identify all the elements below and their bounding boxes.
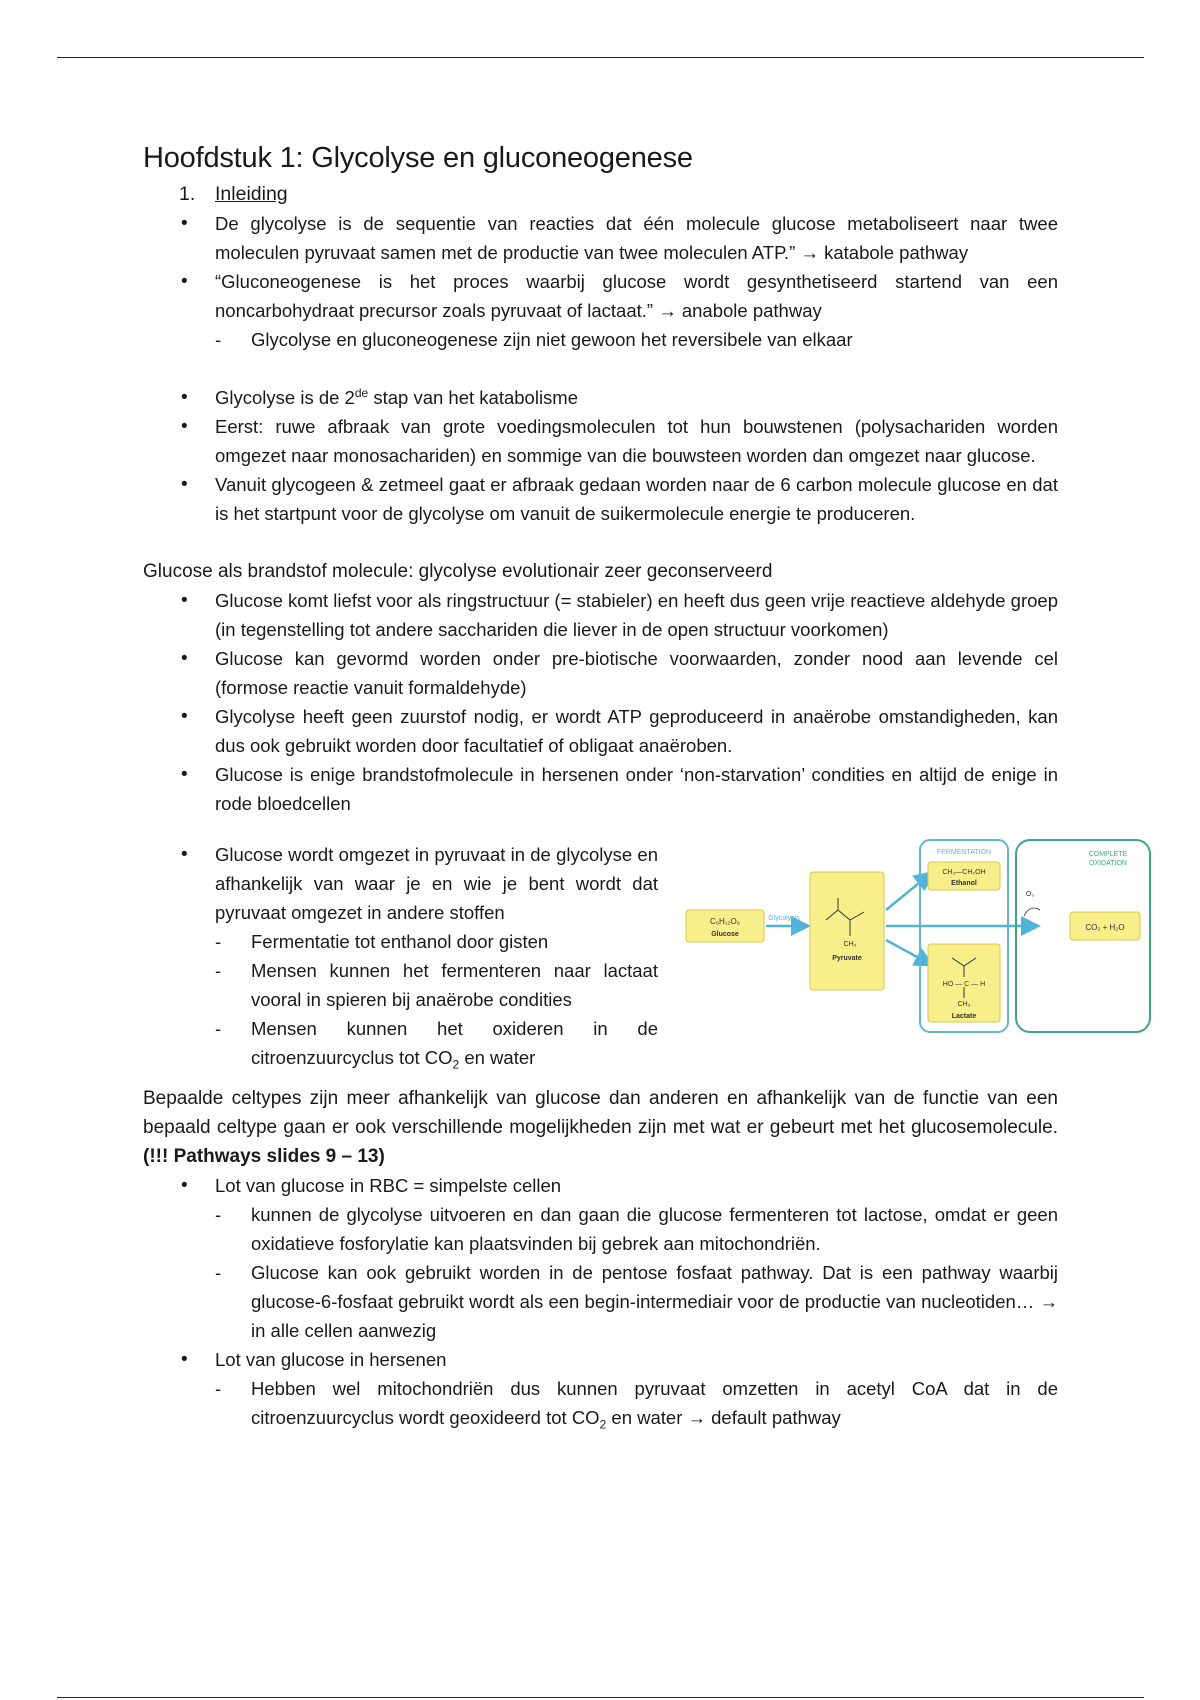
intro-bullet-glycolyse: • De glycolyse is de sequentie van reacties dat één molecule glucose metaboliseert naar twee moleculen pyruvaat samen met de productie van twee moleculen ATP.” → katabole pathway: [143, 209, 1058, 267]
pyruvaat-dash-2: - Mensen kunnen het fermenteren naar lactaat vooral in spieren bij anaërobe condities: [215, 956, 658, 1014]
document-page: [143, 140, 1128, 1432]
katabolisme-bullet-list: [143, 383, 1058, 528]
katabolisme-bullet-3: • Vanuit glycogeen & zetmeel gaat er afbraak gedaan worden naar de 6 carbon molecule glucose en dat is het startpunt voor de glycolyse om vanuit de suikermolecule energie te produceren.: [143, 470, 1058, 528]
lactate-label: Lactate: [951, 1013, 977, 1021]
katabolisme-bullet-1-post: stap van het katabolisme: [368, 387, 579, 409]
glucose-label: Glucose: [711, 931, 739, 939]
pyruvaat-dash-3: [215, 1014, 658, 1072]
celtypes-bullet-list: [143, 1171, 1058, 1432]
chapter-title: Hoofdstuk 1: Glycolyse en gluconeogenese: [143, 142, 693, 174]
pyruvate-label: Pyruvate: [832, 955, 862, 963]
glycolysis-label: Glycolysis: [768, 915, 800, 923]
pyruvaat-dash-list: [215, 927, 658, 1072]
ethanol-label: Ethanol: [951, 880, 977, 888]
intro-bullet-list: [143, 209, 1058, 354]
rbc-bullet: [143, 1171, 1058, 1345]
rbc-bullet-text: Lot van glucose in RBC = simpelste cellen: [215, 1175, 562, 1197]
pyruvate-ch3: CH₃: [843, 941, 857, 949]
pyruvaat-bullet: [143, 840, 658, 1072]
pyruvaat-bullet-text: Glucose wordt omgezet in pyruvaat in de glycolyse en afhankelijk van waar je en wie je bent wordt dat pyruvaat omgezet in andere stoffen: [215, 844, 658, 924]
brain-dash-sub: 2: [599, 1417, 607, 1432]
product-label: CO₂ + H₂O: [1085, 923, 1125, 933]
brandstof-heading: Glucose als brandstof molecule: glycolyse evolutionair zeer geconserveerd: [143, 561, 773, 583]
brandstof-bullet-4: • Glucose is enige brandstofmolecule in hersenen onder ‘non-starvation’ condities en altijd de enige in rode bloedcellen: [143, 760, 1058, 818]
katabolisme-bullet-1-sup: de: [354, 386, 369, 401]
celtypes-paragraph-text: Bepaalde celtypes zijn meer afhankelijk van glucose dan anderen en afhankelijk van de functie van een bepaald celtype gaan er ook verschillende mogelijkheden zijn met wat er gebeurt met het glucosemolecule.: [143, 1088, 1058, 1139]
arrow-to-lactate: [886, 940, 930, 964]
brain-dash-1: [215, 1374, 1058, 1432]
intro-bullet-gluconeogenese: [143, 267, 1058, 354]
lactate-ch3: CH₃: [957, 1001, 971, 1009]
brandstof-bullet-list: [143, 586, 1058, 818]
celtypes-paragraph-bold: (!!! Pathways slides 9 – 13): [143, 1146, 385, 1168]
intro-bullet-gluconeogenese-text: “Gluconeogenese is het proces waarbij glucose wordt gesynthetiseerd startend van een noncarbohydraat precursor zoals pyruvaat of lactaat.” → anabole pathway: [215, 271, 1058, 322]
glucose-formula: C₆H₁₂O₆: [709, 917, 741, 927]
intro-dash-list: [215, 325, 1058, 354]
oxidation-label-2: OXIDATION: [1089, 860, 1127, 868]
katabolisme-bullet-1-pre: Glycolyse is de 2: [215, 387, 355, 409]
brain-bullet-text: Lot van glucose in hersenen: [215, 1349, 447, 1371]
section-number: 1.: [179, 183, 196, 206]
katabolisme-bullet-1: [143, 383, 1058, 412]
pyruvaat-section: [143, 840, 1128, 1084]
glucose-fate-svg: [678, 832, 1158, 1037]
section-label: Inleiding: [215, 183, 288, 206]
ethanol-formula: CH₃—CH₂OH: [942, 869, 986, 877]
brandstof-bullet-1: • Glucose komt liefst voor als ringstructuur (= stabieler) en heeft dus geen vrije reactieve aldehyde groep (in tegenstelling tot andere sacchariden die liever in de open structuur voorkomen): [143, 586, 1058, 644]
pyruvaat-dash-3-pre: Mensen kunnen het oxideren in de citroenzuurcyclus tot CO: [251, 1018, 658, 1069]
intro-dash-item: - Glycolyse en gluconeogenese zijn niet gewoon het reversibele van elkaar: [215, 325, 1058, 354]
footer-rule: [57, 1697, 1144, 1698]
pyruvaat-bullet-list: [143, 840, 658, 1072]
brain-dash-pre: Hebben wel mitochondriën dus kunnen pyruvaat omzetten in acetyl CoA dat in de citroenzuurcyclus wordt geoxideerd tot CO: [251, 1378, 1058, 1429]
lactate-hoch: HO — C — H: [942, 981, 986, 989]
fermentation-label: FERMENTATION: [936, 849, 992, 857]
rbc-dash-2: - Glucose kan ook gebruikt worden in de pentose fosfaat pathway. Dat is een pathway waarbij glucose-6-fosfaat gebruikt wordt als een begin-intermediair voor de productie van nucleotiden… → in alle cellen aanwezig: [215, 1258, 1058, 1345]
pyruvaat-dash-1: - Fermentatie tot enthanol door gisten: [215, 927, 658, 956]
katabolisme-bullet-2: • Eerst: ruwe afbraak van grote voedingsmoleculen tot hun bouwstenen (polysachariden worden omgezet naar monosachariden) en sommige van die bouwsteen worden dan omgezet naar glucose.: [143, 412, 1058, 470]
brain-bullet: [143, 1345, 1058, 1432]
rbc-dash-1: - kunnen de glycolyse uitvoeren en dan gaan die glucose fermenteren tot lactose, omdat er geen oxidatieve fosforylatie kan plaatsvinden bij gebrek aan mitochondriën.: [215, 1200, 1058, 1258]
pyruvaat-dash-3-post: en water: [459, 1047, 536, 1069]
o2-label: O₂: [1025, 891, 1035, 899]
brandstof-bullet-2: • Glucose kan gevormd worden onder pre-biotische voorwaarden, zonder nood aan levende cel (formose reactie vanuit formaldehyde): [143, 644, 1058, 702]
pyruvaat-dash-3-sub: 2: [452, 1057, 460, 1072]
glucose-fate-diagram: [678, 832, 1158, 1037]
brain-dash-list: [215, 1374, 1058, 1432]
oxidation-label-1: COMPLETE: [1088, 851, 1128, 859]
celtypes-paragraph: [143, 1084, 1058, 1171]
section-heading-inleiding: [143, 180, 1058, 209]
arrow-to-ethanol: [886, 874, 930, 910]
o2-arrow: [1024, 908, 1040, 916]
brandstof-bullet-3: • Glycolyse heeft geen zuurstof nodig, er wordt ATP geproduceerd in anaërobe omstandigheden, kan dus ook gebruikt worden door facultatief of obligaat anaëroben.: [143, 702, 1058, 760]
header-rule: [57, 57, 1144, 58]
pyruvate-box: [810, 872, 884, 990]
brain-dash-post: en water → default pathway: [606, 1407, 841, 1429]
rbc-dash-list: [215, 1200, 1058, 1345]
